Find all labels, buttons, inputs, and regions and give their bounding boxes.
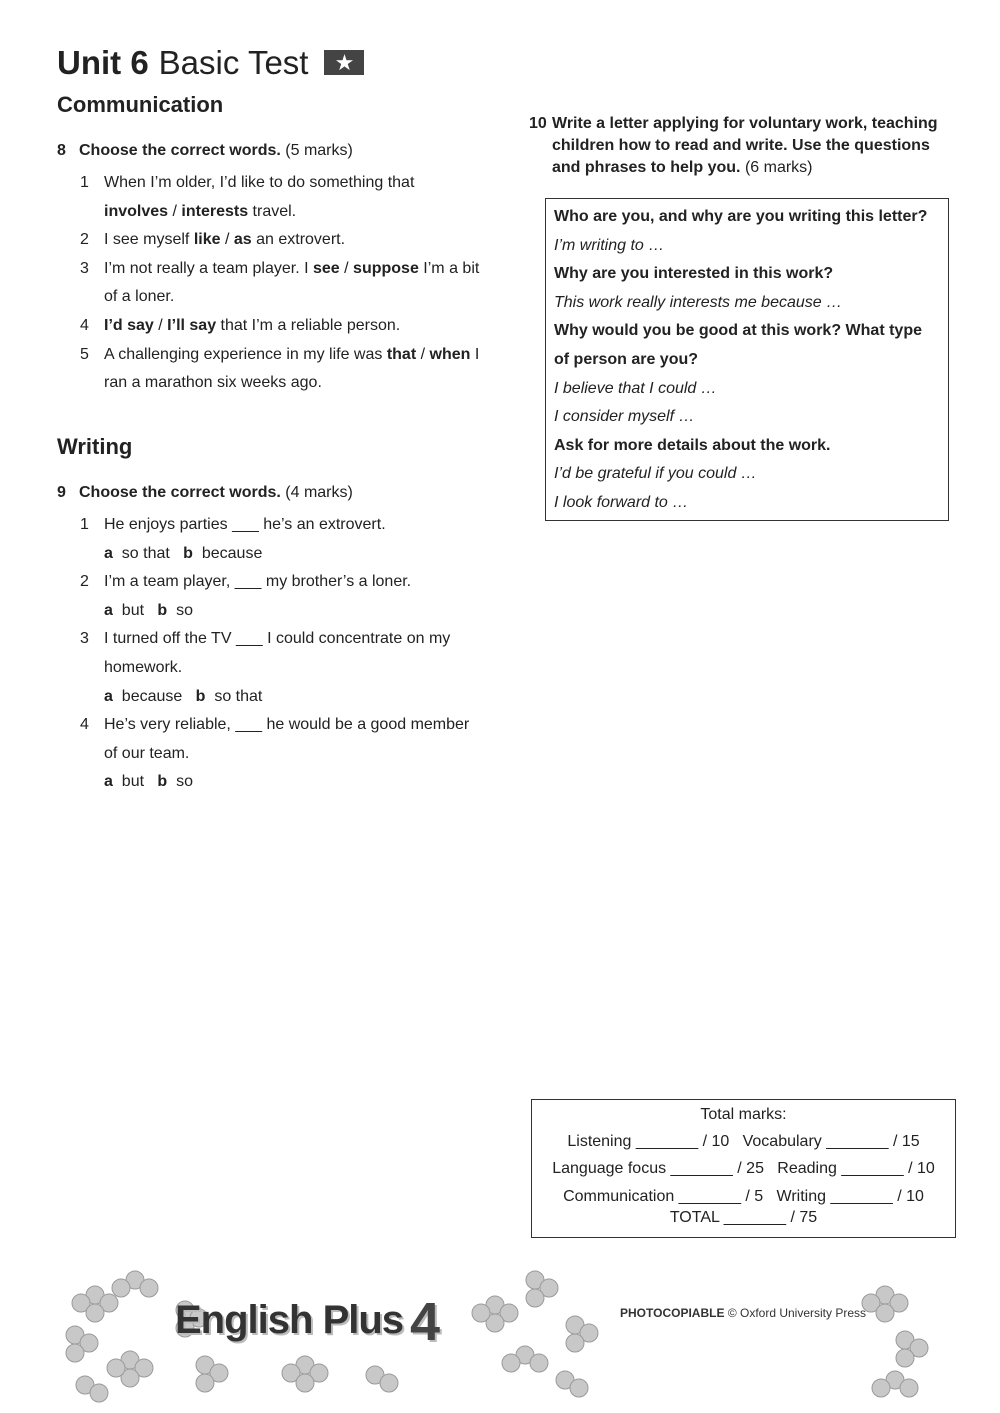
marks-line: Listening _______ / 10 Vocabulary _______ / 15: [567, 1133, 920, 1150]
option-1[interactable]: involves: [104, 202, 169, 220]
prompt-phrase: This work really interests me because …: [554, 293, 843, 311]
question-text: He’s very reliable, ___ he would be a good member of our team.: [104, 716, 470, 762]
q8-list: [80, 169, 480, 398]
q10-header: 10 Write a letter applying for voluntary work, teaching children how to read and write. Use the questions and phrases to help you. (6 marks): [529, 115, 938, 176]
q10-instruction: Write a letter applying for voluntary work, teaching children how to read and write. Use the questions and phrases to help you.: [552, 115, 938, 176]
prompt-phrase: I consider myself …: [554, 408, 695, 426]
choice-a[interactable]: but: [121, 773, 145, 791]
choice-b[interactable]: because: [201, 544, 263, 562]
option-1[interactable]: like: [193, 231, 221, 249]
q8-header: 8 Choose the correct words. (5 marks): [57, 142, 353, 159]
list-item: 4 I’d say / I’ll say that I’m a reliable person.: [80, 316, 401, 334]
total-marks-box: [531, 1099, 956, 1238]
total-marks-title: Total marks:: [700, 1106, 787, 1123]
choice-b[interactable]: so: [176, 601, 193, 619]
choice-a[interactable]: because: [121, 687, 183, 705]
prompt-question: Who are you, and why are you writing this letter?: [554, 208, 928, 225]
question-text: I turned off the TV ___ I could concentrate on my homework.: [104, 630, 451, 676]
option-2[interactable]: I’ll say: [167, 316, 217, 334]
question-text: I’m a team player, ___ my brother’s a loner.: [104, 573, 412, 591]
communication-heading: Communication: [57, 92, 224, 117]
list-item: 3 I’m not really a team player. I see / suppose I’m a bit of a loner.: [80, 259, 480, 306]
copyright-notice: [620, 1306, 866, 1320]
publisher: © Oxford University Press: [727, 1306, 867, 1320]
prompt-phrase: I’m writing to …: [554, 236, 665, 254]
option-2[interactable]: as: [233, 231, 252, 249]
marks-line: Communication _______ / 5 Writing _______ / 10: [563, 1188, 924, 1205]
photocopiable-label: PHOTOCOPIABLE: [620, 1306, 725, 1320]
option-2[interactable]: interests: [181, 202, 249, 220]
list-item: 2 I’m a team player, ___ my brother’s a loner. a but b so: [80, 568, 475, 625]
prompt-question: Why are you interested in this work?: [554, 265, 834, 283]
choice-a[interactable]: but: [121, 601, 145, 619]
list-item: 5 A challenging experience in my life was that / when I ran a marathon six weeks ago.: [80, 345, 480, 392]
star-icon: ★: [324, 50, 364, 75]
choice-a[interactable]: so that: [121, 544, 170, 562]
prompt-question: Why would you be good at this work? What type of person are you?: [554, 322, 922, 368]
q9-header: 9 Choose the correct words. (4 marks): [57, 484, 353, 501]
page-title: [57, 44, 364, 82]
option-1[interactable]: that: [386, 345, 417, 363]
list-item: 1 He enjoys parties ___ he’s an extrovert. a so that b because: [80, 511, 475, 568]
option-2[interactable]: when: [429, 345, 471, 363]
option-1[interactable]: I’d say: [104, 316, 154, 334]
q9-list: [80, 511, 475, 797]
list-item: 3 I turned off the TV ___ I could concentrate on my homework. a because b so that: [80, 625, 475, 711]
choice-b[interactable]: so: [176, 773, 193, 791]
brand-logo: English Plus: [175, 1298, 404, 1342]
option-2[interactable]: suppose: [353, 259, 419, 277]
list-item: 4 He’s very reliable, ___ he would be a good member of our team. a but b so: [80, 711, 475, 797]
list-item: 2 I see myself like / as an extrovert.: [80, 231, 346, 249]
list-item: 1 When I’m older, I’d like to do something that involves / interests travel.: [80, 174, 415, 220]
option-1[interactable]: see: [312, 259, 340, 277]
question-text: He enjoys parties ___ he’s an extrovert.: [104, 516, 386, 533]
prompt-phrase: I look forward to …: [554, 493, 689, 511]
choice-b[interactable]: so that: [214, 687, 263, 705]
prompt-question: Ask for more details about the work.: [554, 436, 831, 454]
marks-line: Language focus _______ / 25 Reading _______ / 10: [552, 1160, 935, 1177]
q8-instruction: Choose the correct words.: [79, 142, 281, 159]
q9-marks: (4 marks): [285, 484, 353, 501]
q10-prompt-box: [545, 198, 949, 521]
test-type: Basic Test: [158, 44, 309, 81]
q8-marks: (5 marks): [285, 142, 353, 159]
unit-label: Unit 6: [57, 44, 149, 81]
q10-marks: (6 marks): [744, 159, 813, 176]
prompt-phrase: I believe that I could …: [554, 379, 717, 397]
writing-heading: Writing: [57, 434, 133, 459]
prompt-phrase: I’d be grateful if you could …: [554, 465, 757, 483]
brand-level: 4: [410, 1292, 441, 1352]
marks-total: TOTAL _______ / 75: [669, 1209, 818, 1226]
q9-instruction: Choose the correct words.: [79, 484, 281, 501]
